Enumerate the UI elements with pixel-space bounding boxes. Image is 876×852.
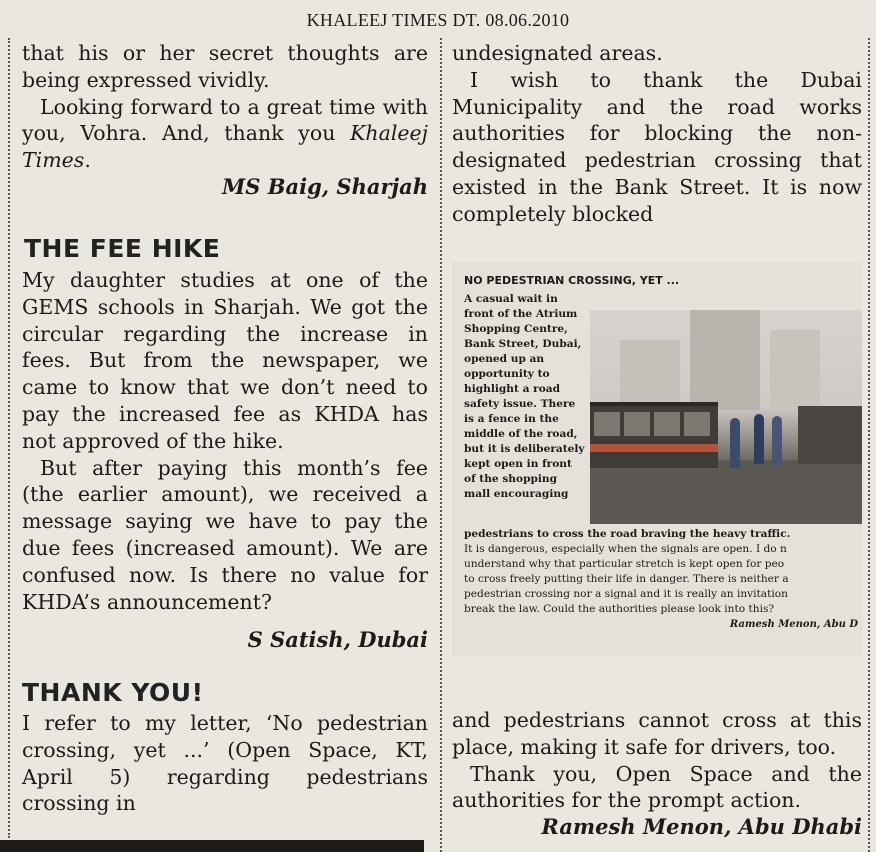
photo-caption-bottom (464, 527, 862, 617)
heading-fee-hike: THE FEE HIKE (24, 234, 221, 263)
letter-closing (22, 94, 428, 174)
fee-para-2: But after paying this month’s fee (the earlier amount), we received a message saying we have to pay the due fees (increased amount). We are confused now. Is there no value for KHDA’s announcement? (22, 455, 428, 614)
right-column-bottom (452, 707, 862, 841)
closing-text: Looking forward to a great time with you, Vohra. And, thank you (22, 94, 428, 146)
right-column-top (452, 40, 862, 228)
right-column-divider (868, 38, 870, 852)
heading-thank-you: THANK YOU! (22, 678, 204, 707)
photo-title: NO PEDESTRIAN CROSSING, YET ... (464, 274, 680, 287)
signature-ms-baig: MS Baig, Sharjah (222, 173, 428, 199)
fee-hike-letter (22, 267, 428, 654)
caption-line: break the law. Could the authorities please look into this? (464, 603, 775, 615)
center-column-divider (440, 38, 442, 852)
closing-punct: . (84, 148, 91, 173)
caption-line: It is dangerous, especially when the signals are open. I do n (464, 543, 787, 555)
signature-ramesh-menon: Ramesh Menon, Abu Dhabi (541, 814, 862, 840)
signature-s-satish: S Satish, Dubai (247, 627, 428, 653)
photo-caption-side: A casual wait in front of the Atrium Shopping Centre, Bank Street, Dubai, opened up an opportunity to highlight a road safety issue. There is a fence in the middle of the road, but it is deliberately kept open in front of the shopping mall encouraging (464, 293, 585, 500)
caption-line: pedestrian crossing nor a signal and it is really an invitation (464, 588, 788, 600)
masthead: KHALEEJ TIMES DT. 08.06.2010 (306, 10, 570, 30)
newspaper-name: Khaleej Times (22, 121, 428, 173)
fee-para-1: My daughter studies at one of the GEMS schools in Sharjah. We got the circular regarding the increase in fees. But from the newspaper, we came to know that we don’t need to pay the increased fee as KHDA has not approved of the hike. (22, 268, 428, 453)
street-photo (590, 310, 862, 524)
photo-credit: Ramesh Menon, Abu D (729, 619, 858, 630)
caption-line: pedestrians to cross the road braving the heavy traffic. (464, 528, 791, 540)
left-column (22, 40, 428, 201)
left-column-divider (8, 38, 10, 838)
caption-line: to cross freely putting their life in danger. There is neither a (464, 573, 789, 585)
thank-para-1: I refer to my letter, ‘No pedestrian crossing, yet ...’ (Open Space, KT, April 5) regarding pedestrians crossing in (22, 711, 428, 816)
bottom-rule (0, 840, 424, 852)
right-para-c: and pedestrians cannot cross at this place, making it safe for drivers, too. (452, 708, 862, 759)
right-para-b: I wish to thank the Dubai Municipality and the road works authorities for blocking the non-designated pedestrian crossing that existed in the Bank Street. It is now completely blocked (452, 67, 862, 226)
photo-box (452, 262, 862, 656)
letter-continuation: that his or her secret thoughts are being expressed vividly. (22, 41, 428, 92)
caption-line: understand why that particular stretch is kept open for peo (464, 558, 785, 570)
thank-you-letter-start (22, 710, 428, 817)
right-para-a: undesignated areas. (452, 41, 663, 65)
right-para-d: Thank you, Open Space and the authorities for the prompt action. (452, 761, 862, 813)
bus (590, 402, 718, 468)
